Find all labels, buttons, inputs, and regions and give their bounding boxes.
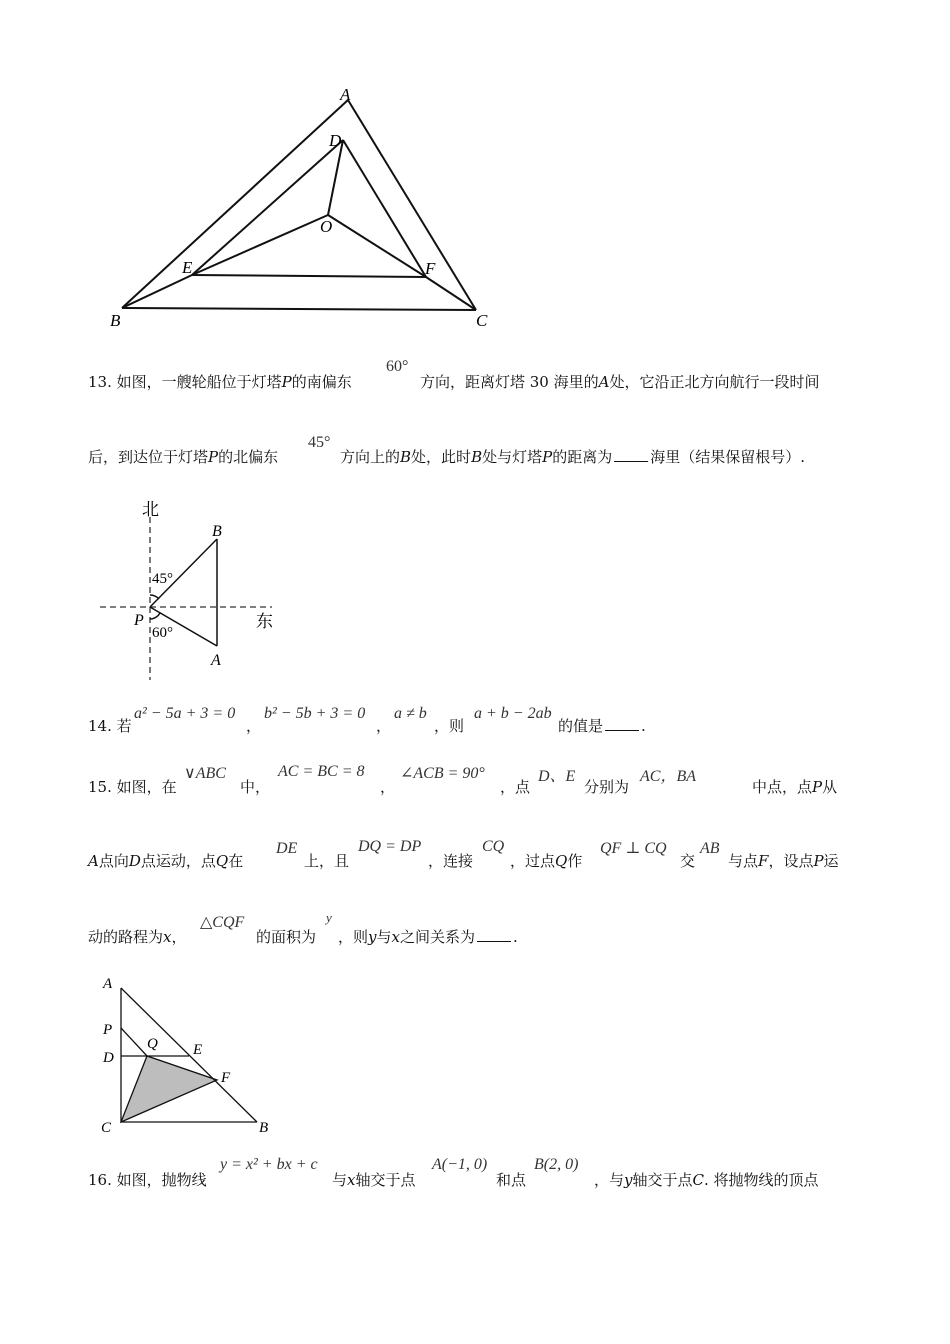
q15-DE: DE — [276, 840, 298, 857]
label-A: A — [211, 652, 221, 669]
q14-eq3: a ≠ b — [394, 705, 427, 722]
north-label: 北 — [142, 500, 159, 519]
q13-text-2b: 的北偏东 — [218, 448, 279, 466]
figure-lighthouse — [90, 495, 290, 685]
q15-P2: P — [813, 852, 824, 870]
q16-x: x — [347, 1171, 356, 1189]
q15-eq3: DQ = DP — [358, 838, 422, 855]
label-O: O — [320, 217, 333, 236]
label-F: F — [425, 259, 436, 278]
label-E: E — [182, 258, 193, 277]
q15-l2l: ，设点 — [768, 852, 814, 870]
q16-l1e: ，与 — [594, 1171, 625, 1189]
q15-l2k: 与点 — [728, 852, 759, 870]
label-B: B — [259, 1120, 269, 1136]
q15-P: P — [812, 778, 823, 796]
label-A: A — [103, 976, 113, 992]
q13-text-2d: 处，此时 — [411, 448, 472, 466]
q13-text-1: 如图，一艘轮船位于灯塔 — [116, 373, 282, 391]
q15-l2f: 上，且 — [304, 852, 350, 870]
label-E: E — [193, 1042, 203, 1058]
q15-Q2: Q — [555, 852, 568, 870]
q15-l1b: 中， — [240, 778, 271, 796]
q16-eq: y = x² + bx + c — [220, 1156, 318, 1173]
q15-l1e: 中点，点 — [752, 778, 813, 796]
q13-text-2a: 后，到达位于灯塔 — [88, 448, 209, 466]
q13-P: P — [281, 373, 292, 391]
q14-ze: ，则 — [434, 717, 465, 735]
q15-l2m: 运 — [823, 852, 839, 870]
label-P: P — [134, 612, 144, 629]
q13-B: B — [400, 448, 412, 466]
q16-number: 16. — [88, 1171, 112, 1189]
q16-C: C — [692, 1171, 704, 1189]
q15-l2j: 交 — [680, 852, 696, 870]
q15-perp: QF ⊥ CQ — [600, 840, 667, 857]
q15-l2i: 作 — [567, 852, 583, 870]
label-C: C — [101, 1120, 112, 1136]
q15-CQ: CQ — [482, 838, 505, 855]
q15-y2: y — [368, 928, 377, 946]
q15-end: . — [513, 928, 518, 946]
q14-end: . — [641, 717, 646, 735]
q15-l2h: ，过点 — [510, 852, 556, 870]
figure-triangle-abc — [100, 80, 500, 340]
q14-expr: a + b − 2ab — [474, 705, 552, 722]
q15-x2: x — [391, 928, 400, 946]
q15-l2d: 点运动，点 — [140, 852, 216, 870]
label-A: A — [340, 85, 351, 104]
q15-cqf: △CQF — [200, 914, 245, 931]
q15-l2c: D — [128, 852, 141, 870]
label-C: C — [476, 311, 488, 330]
angle-60-label: 60° — [152, 625, 173, 641]
label-B: B — [110, 311, 121, 330]
q15-l3f: 之间关系为 — [399, 928, 475, 946]
q15-eq2: ∠ACB = 90° — [400, 765, 485, 782]
q15-l1d: 分别为 — [584, 778, 630, 796]
q13-P2: P — [208, 448, 219, 466]
q15-l3d: ，则 — [338, 928, 369, 946]
q13-text-2f: 的距离为 — [552, 448, 613, 466]
q15-eq1: AC = BC = 8 — [278, 763, 365, 780]
q13-text-2g: 海里（结果保留根号）. — [650, 448, 805, 466]
q14-comma-1: ， — [246, 717, 262, 735]
q15-l3e: 与 — [376, 928, 392, 946]
q15-AB: AB — [700, 840, 720, 857]
q13-P3: P — [542, 448, 553, 466]
q15-l3b: ， — [171, 928, 187, 946]
q14-tail: 的值是 — [558, 717, 604, 735]
q15-l2e: 在 — [228, 852, 244, 870]
q13-text-1d: 处，它沿正北方向航行一段时间 — [609, 373, 820, 391]
q13-angle-60: 60° — [386, 358, 409, 375]
q16-ptA: A(−1, 0) — [432, 1156, 488, 1173]
q16-l1d: 和点 — [496, 1171, 527, 1189]
q14-eq1: a² − 5a + 3 = 0 — [134, 705, 236, 722]
q16-l1a: 如图，抛物线 — [116, 1171, 207, 1189]
q16-y: y — [624, 1171, 633, 1189]
q15-l3c: 的面积为 — [256, 928, 317, 946]
q15-y: y — [326, 910, 332, 925]
east-label: 东 — [256, 612, 273, 631]
q15-l1c: ，点 — [500, 778, 531, 796]
q13-text-2c: 方向上的 — [340, 448, 401, 466]
q16-l1b: 与 — [332, 1171, 348, 1189]
label-D: D — [103, 1050, 114, 1066]
q13-text-2e: 处与灯塔 — [482, 448, 543, 466]
figure-right-triangle — [95, 970, 285, 1140]
label-D: D — [329, 131, 342, 150]
q15-l2g: ，连接 — [428, 852, 474, 870]
q15-comma1: ， — [380, 778, 396, 796]
q13-text-1b: 的南偏东 — [291, 373, 352, 391]
label-B: B — [212, 523, 222, 540]
q16-l1c: 轴交于点 — [355, 1171, 416, 1189]
q15-x: x — [163, 928, 172, 946]
q13-angle-45: 45° — [308, 434, 331, 451]
label-P: P — [103, 1022, 113, 1038]
q15-answer-blank[interactable] — [477, 927, 511, 942]
label-F: F — [221, 1070, 231, 1086]
q14-answer-blank[interactable] — [605, 716, 639, 731]
q15-l3a: 动的路程为 — [88, 928, 164, 946]
q15-l1f: 从 — [822, 778, 838, 796]
q15-l1a: 如图，在 — [116, 778, 177, 796]
q15-pts: D、E — [538, 768, 576, 785]
q15-Q: Q — [215, 852, 229, 870]
q15-l2a: A — [88, 852, 99, 870]
q16-l1f: 轴交于点 — [632, 1171, 693, 1189]
q15-number: 15. — [88, 778, 112, 796]
q14-comma-2: ， — [376, 717, 392, 735]
q16-ptB: B(2, 0) — [534, 1156, 579, 1173]
q14-eq2: b² − 5b + 3 = 0 — [264, 705, 366, 722]
q13-number: 13. — [88, 373, 112, 391]
label-Q: Q — [147, 1036, 158, 1052]
q15-sides: AC，BA — [640, 768, 696, 785]
q13-answer-blank[interactable] — [614, 447, 648, 462]
q13-A: A — [598, 373, 610, 391]
q13-text-1c: 方向，距离灯塔 30 海里的 — [420, 373, 599, 391]
q15-F: F — [758, 852, 769, 870]
q14-ruo: 若 — [116, 717, 132, 735]
angle-45-label: 45° — [152, 571, 173, 587]
q15-tri: ∨ABC — [184, 765, 226, 782]
q13-B2: B — [471, 448, 483, 466]
q16-l1g: . 将抛物线的顶点 — [704, 1171, 819, 1189]
q14-number: 14. — [88, 717, 112, 735]
q15-l2b: 点向 — [98, 852, 129, 870]
shaded-triangle-cqf — [121, 1056, 217, 1122]
